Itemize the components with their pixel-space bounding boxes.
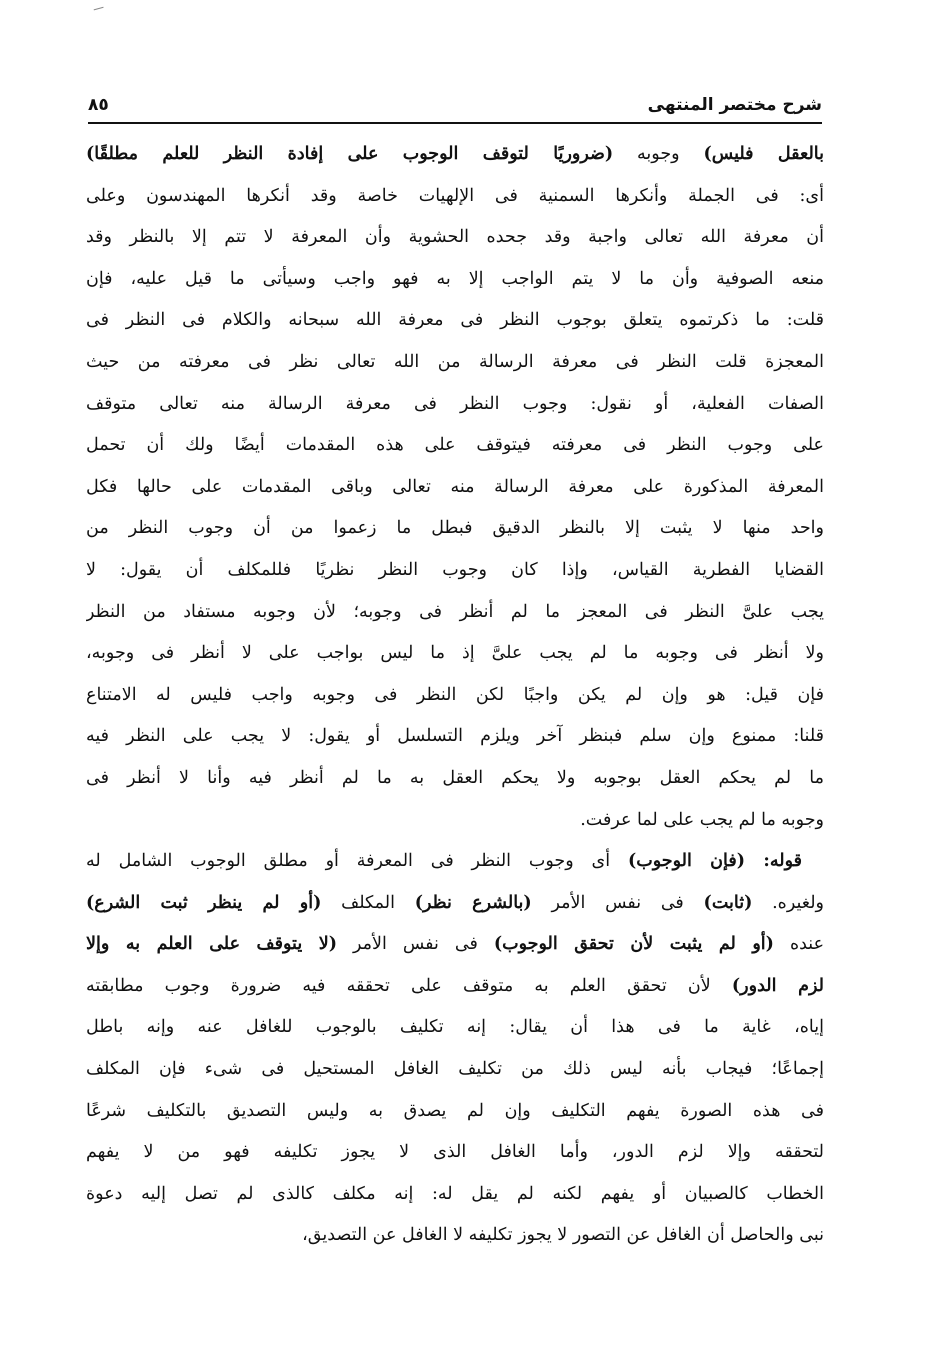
bold-text-segment: بالعقل فليس) <box>703 144 824 164</box>
text-line <box>86 841 824 883</box>
text-line <box>86 508 824 550</box>
bold-text-segment: (فإن الوجوب) <box>627 851 746 872</box>
text-line <box>86 300 824 342</box>
bold-text-segment: لزم الدور) <box>731 975 824 996</box>
text-segment: فإن قيل: هو وإن لم يكن واجبًا لكن النظر فى وجوبه واجب فليس له الامتناع <box>86 684 824 705</box>
text-segment: إجماعًا؛ فيجاب بأنه ليس ذلك من تكليف الغافل المستحيل فى شىء فإن المكلف <box>86 1059 824 1080</box>
bold-text-segment: (ضروريًا لتوقف الوجوب على إفادة النظر للعلم مطلقًا) <box>86 144 614 164</box>
text-segment: ولا أنظر فى وجوبه ما لم يجب علىَّ إذ ما ليس بواجب على لا أنظر فى وجوبه، <box>86 643 824 664</box>
text-line <box>86 384 824 426</box>
text-line <box>86 550 824 592</box>
page-header <box>88 92 822 120</box>
text-segment: أن معرفة الله تعالى واجبة وقد جحده الحشوية وأن المعرفة لا تتم إلا بالنظر وقد <box>86 227 824 248</box>
text-segment: لتحققه وإلا لزم الدور، وأما الغافل الذى لا يجوز تكليفه فهو من لا يفهم <box>86 1142 824 1163</box>
text-line <box>86 675 824 717</box>
text-segment: القضايا الفطرية القياس، وإذا كان وجوب النظر نظريًا فللمكلف أن يقول: لا <box>86 559 824 580</box>
text-segment: على وجوب النظر فى معرفته فيتوقف على هذه المقدمات أيضًا ولك أن تحمل <box>86 435 824 456</box>
text-line <box>86 342 824 384</box>
text-segment: فى نفس الأمر <box>531 892 704 913</box>
text-line <box>86 883 824 925</box>
text-segment: قلنا: ممنوع وإن سلم فبنظر آخر ويلزم التسلسل أو يقول: لا يجب على النظر فيه <box>86 726 824 747</box>
text-segment: منعه الصوفية وأن ما لا يتم الواجب إلا به فهو واجب وسيأتى ما قيل عليه، فإن <box>86 268 824 289</box>
text-line <box>86 1174 824 1216</box>
text-segment: إياه، غاية ما فى هذا أن يقال: إنه تكليف بالوجوب للغافل عنه وإنه باطل <box>86 1017 824 1038</box>
text-line <box>86 259 824 301</box>
text-line <box>86 134 824 176</box>
text-line <box>86 1091 824 1133</box>
text-segment: المكلف <box>321 892 415 913</box>
text-segment: أى وجوب النظر فى المعرفة أو مطلق الوجوب الشامل له <box>86 851 628 872</box>
text-segment: وجوبه ما لم يجب على لما عرفت. <box>580 809 824 830</box>
text-segment: فى هذه الصورة يفهم التكليف وإن لم يصدق به وليس التصديق بالتكليف شرعًا <box>86 1100 824 1121</box>
text-segment: لأن تحقق العلم به متوقف على تحققه فيه ضرورة وجوب مطابقته <box>86 975 732 996</box>
text-line <box>86 800 824 842</box>
body-text <box>86 134 824 1257</box>
text-line <box>86 467 824 509</box>
text-line <box>86 592 824 634</box>
text-segment: المعجزة قلت النظر فى معرفة الرسالة من الله تعالى نظر فى معرفته من حيث <box>86 351 824 372</box>
text-line <box>86 758 824 800</box>
text-segment: نبى والحاصل أن الغافل عن التصور لا يجوز تكليفه لا الغافل عن التصديق، <box>302 1225 824 1246</box>
text-segment: الخطاب كالصبيان أو يفهم لكنه لم يقل له: إنه مكلف كالذى لم تصل إليه دعوة <box>86 1183 824 1204</box>
text-segment: واحد منها لا يثبت إلا بالنظر الدقيق فبطل ما زعموا من أن وجوب النظر من <box>86 518 824 539</box>
header-rule <box>88 122 822 124</box>
text-line <box>86 1049 824 1091</box>
text-line <box>86 1132 824 1174</box>
text-line <box>86 924 824 966</box>
text-line <box>86 217 824 259</box>
text-line <box>86 1215 824 1257</box>
text-segment: فى نفس الأمر <box>337 934 494 955</box>
text-segment: ما لم يحكم العقل بوجوبه ولا يحكم العقل به ما لم أنظر فيه وأنا لا أنظر فى <box>86 767 824 788</box>
bold-text-segment: (أو لم ينظر ثبت الشرع) <box>86 892 322 913</box>
text-segment: عنده <box>773 934 824 955</box>
page-number: ٨٥ <box>88 95 109 115</box>
bold-text-segment: (بالشرع نظر) <box>414 892 532 913</box>
text-segment: المعرفة المذكورة على معرفة الرسالة منه تعالى وباقى المقدمات على حالها فكل <box>86 476 824 497</box>
text-line <box>86 716 824 758</box>
text-line <box>86 966 824 1008</box>
bold-text-segment: (لا يتوقف على العلم به وإلا <box>86 934 337 955</box>
text-segment: ولغيره. <box>752 892 824 913</box>
text-segment: الصفات الفعلية، أو نقول: وجوب النظر فى معرفة الرسالة منه تعالى متوقف <box>86 393 824 414</box>
text-line <box>86 425 824 467</box>
bold-text-segment: (ثابت) <box>703 892 753 913</box>
bold-text-segment: (أو لم يثبت لأن تحقق الوجوب) <box>493 934 774 955</box>
text-segment: يجب علىَّ النظر فى المعجز ما لم أنظر فى وجوبه؛ لأن وجوبه مستفاد من النظر <box>86 601 824 622</box>
text-segment: أى: فى الجملة وأنكرها السمنية فى الإلهيات خاصة وقد أنكرها المهندسون وعلى <box>86 185 824 206</box>
scan-mark <box>94 7 105 13</box>
bold-text-segment: قوله: <box>745 851 802 872</box>
text-line <box>86 633 824 675</box>
running-title: شرح مختصر المنتهى <box>647 95 822 115</box>
text-segment: قلت: ما ذكرتموه يتعلق بوجوب النظر فى معرفة الله سبحانه والكلام فى النظر فى <box>86 310 824 331</box>
text-segment: وجوبه <box>613 144 704 164</box>
text-line <box>86 176 824 218</box>
text-line <box>86 1007 824 1049</box>
